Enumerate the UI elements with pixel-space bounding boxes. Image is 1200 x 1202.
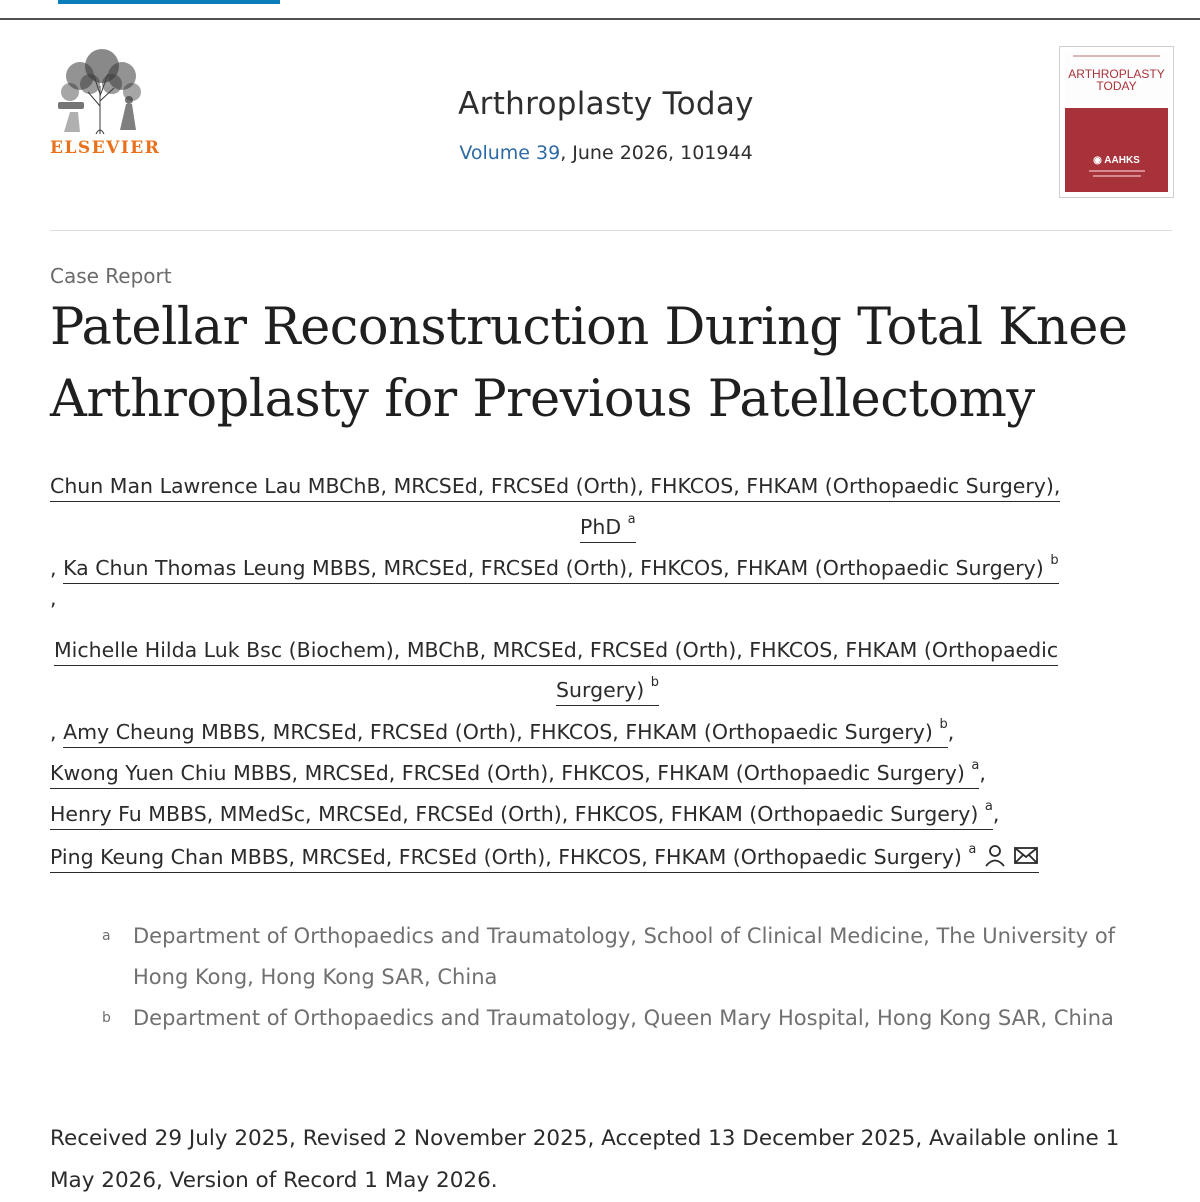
- cover-subtitle-rule-2: [1093, 175, 1141, 177]
- author-line-5: [50, 758, 986, 785]
- cover-red-panel: [1065, 108, 1168, 192]
- separator: ,: [947, 720, 955, 744]
- affiliation-mark: b: [102, 1010, 111, 1026]
- author-link-lau[interactable]: Chun Man Lawrence Lau MBChB, MRCSEd, FRCSEd (Orth), FHKCOS, FHKAM (Orthopaedic Surgery),: [50, 474, 1060, 502]
- affiliation-sup: a: [984, 799, 993, 815]
- affiliation-a: [50, 916, 1172, 998]
- aahks-mark-icon: ◉: [1093, 155, 1102, 166]
- top-bar: [0, 0, 1200, 20]
- author-line-4: [50, 717, 955, 744]
- author-link-lau-cont[interactable]: PhD $^a$: [580, 515, 636, 543]
- volume-link[interactable]: Volume 39: [459, 142, 561, 164]
- author-line-7: [50, 843, 1039, 872]
- affiliation-sup: b: [939, 717, 948, 733]
- affiliation-sup: a: [627, 512, 636, 528]
- author-line-1: [50, 474, 1060, 498]
- separator: ,: [50, 720, 57, 744]
- issue-info: , June 2026, 101944: [560, 142, 753, 164]
- cover-subtitle-rule: [1089, 170, 1145, 172]
- journal-title[interactable]: Arthroplasty Today: [458, 86, 754, 122]
- separator: ,: [50, 556, 57, 580]
- cover-title-line2: TODAY: [1096, 79, 1137, 93]
- journal-cover[interactable]: [1059, 46, 1174, 198]
- affiliation-b: [50, 998, 1172, 1080]
- author-link-luk[interactable]: Michelle Hilda Luk Bsc (Biochem), MBChB, MRCSEd, FRCSEd (Orth), FHKCOS, FHKAM (Orthopaedic: [54, 638, 1058, 666]
- author-line-2: [50, 553, 1059, 580]
- separator: ,: [50, 586, 57, 610]
- cover-page: [1065, 52, 1168, 192]
- author-link-luk-cont[interactable]: Surgery) $^b$: [556, 678, 659, 706]
- cover-top-rule: [1073, 55, 1160, 57]
- header-divider: [50, 230, 1172, 231]
- article-title: Patellar Reconstruction During Total Knee Arthroplasty for Previous Patellectomy: [50, 298, 1128, 429]
- author-line-1b: [580, 512, 636, 539]
- author-link-cheung[interactable]: Amy Cheung MBBS, MRCSEd, FRCSEd (Orth), FHKCOS, FHKAM (Orthopaedic Surgery) $^b$: [63, 720, 948, 748]
- envelope-icon[interactable]: [1013, 843, 1039, 872]
- cover-badge: ◉ AAHKS: [1093, 155, 1140, 166]
- author-line-3: [54, 638, 1058, 662]
- affiliation-text: Department of Orthopaedics and Traumatology, School of Clinical Medicine, The University of Hong Kong, Hong Kong SAR, China: [133, 924, 1116, 989]
- author-link-leung[interactable]: Ka Chun Thomas Leung MBBS, MRCSEd, FRCSEd (Orth), FHKCOS, FHKAM (Orthopaedic Surgery) $^b$: [63, 556, 1059, 584]
- publisher-name[interactable]: ELSEVIER: [50, 138, 161, 158]
- author-line-6: [50, 799, 1000, 826]
- separator: ,: [992, 802, 1000, 826]
- article-type: Case Report: [50, 264, 172, 288]
- cover-title: [1065, 68, 1168, 92]
- author-link-fu[interactable]: Henry Fu MBBS, MMedSc, MRCSEd, FRCSEd (Orth), FHKCOS, FHKAM (Orthopaedic Surgery) $^a$: [50, 802, 993, 830]
- separator: ,: [979, 761, 986, 785]
- affiliation-text: Department of Orthopaedics and Traumatology, Queen Mary Hospital, Hong Kong SAR, China: [133, 1006, 1114, 1030]
- author-link-chiu[interactable]: Kwong Yuen Chiu MBBS, MRCSEd, FRCSEd (Orth), FHKCOS, FHKAM (Orthopaedic Surgery) $^a$: [50, 761, 979, 789]
- top-bar-accent: [58, 0, 280, 4]
- affiliation-mark: a: [102, 928, 111, 944]
- cover-title-line1: ARTHROPLASTY: [1068, 67, 1165, 81]
- author-line-2-sep: [50, 586, 57, 610]
- journal-meta: [400, 142, 812, 164]
- affiliation-sup: a: [971, 758, 980, 774]
- affiliation-sup: a: [968, 841, 977, 857]
- person-icon[interactable]: [983, 843, 1007, 872]
- affiliation-sup: b: [650, 675, 660, 691]
- affiliation-sup: b: [1050, 553, 1059, 569]
- author-line-3b: [556, 675, 660, 702]
- article-history: Received 29 July 2025, Revised 2 November 2025, Accepted 13 December 2025, Available online 1 May 2026, Version of Record 1 May 2026.: [50, 1126, 1120, 1193]
- author-link-chan[interactable]: Ping Keung Chan MBBS, MRCSEd, FRCSEd (Orth), FHKCOS, FHKAM (Orthopaedic Surgery) $^a$: [50, 845, 1039, 873]
